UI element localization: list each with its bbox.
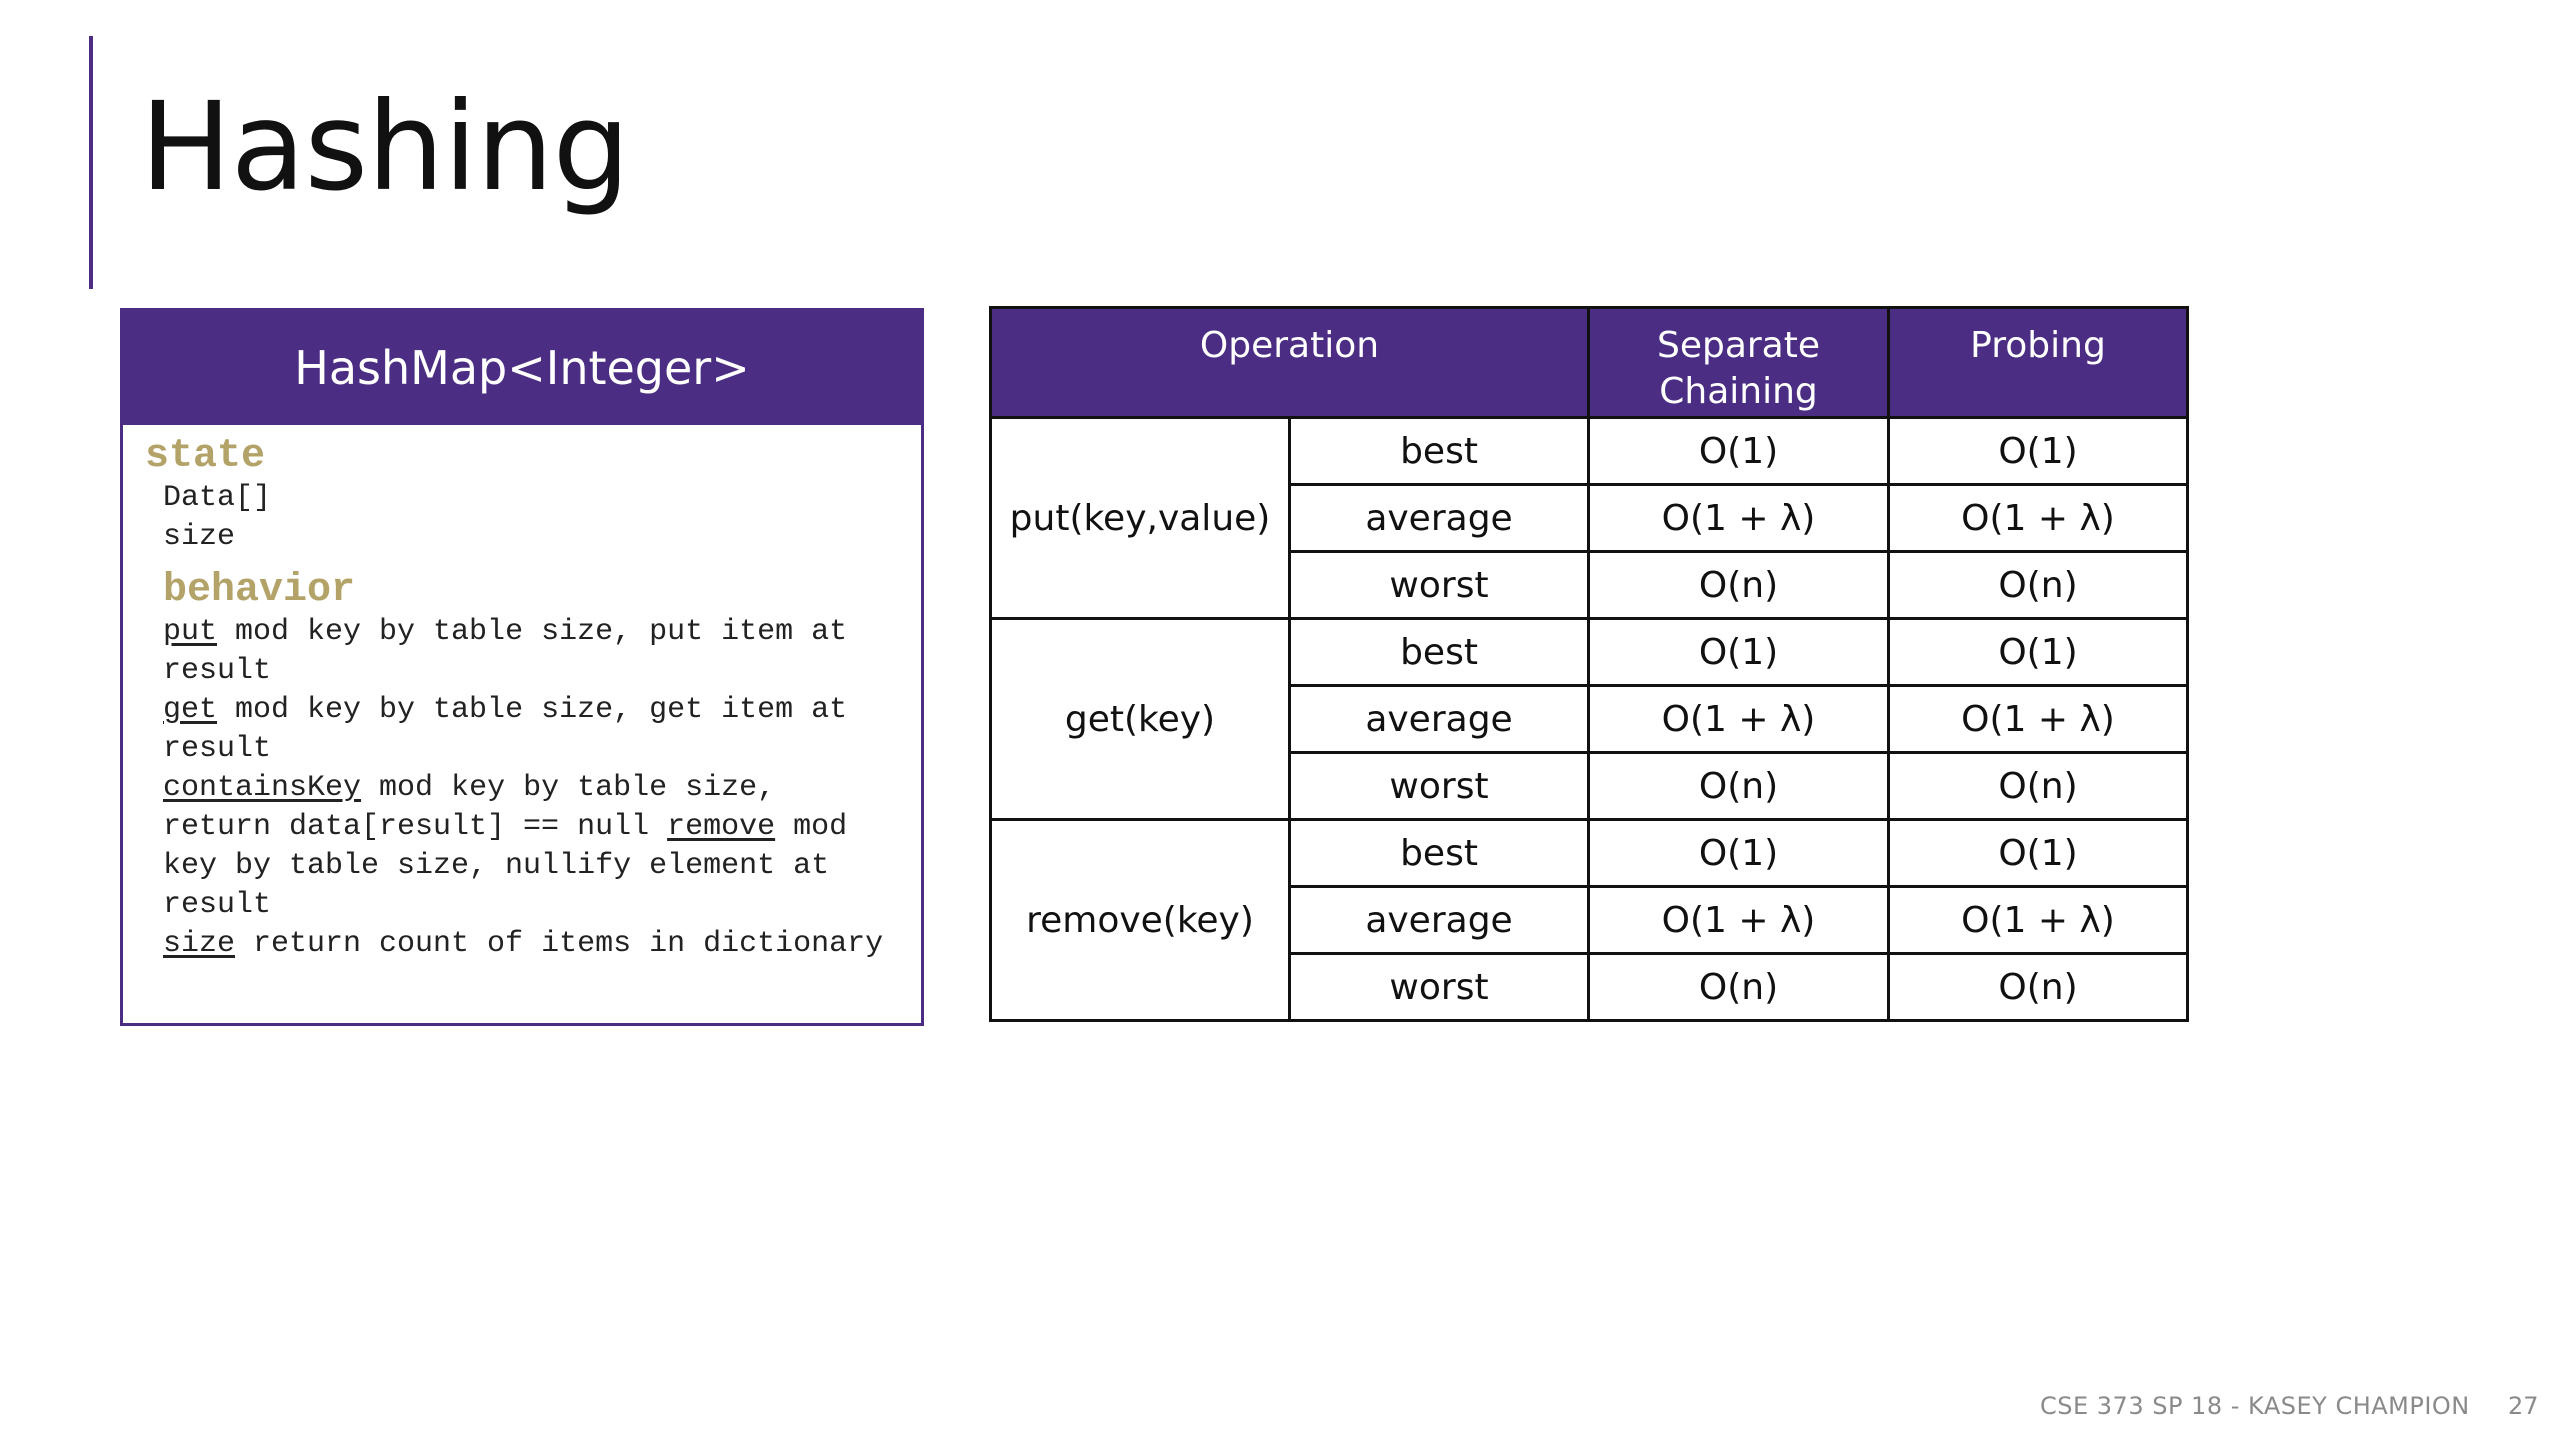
chaining-cell: O(1 + λ) bbox=[1589, 887, 1889, 954]
slide-footer: CSE 373 SP 18 - KASEY CHAMPION bbox=[2040, 1392, 2470, 1420]
complexity-table bbox=[989, 306, 2189, 1022]
chaining-cell: O(1 + λ) bbox=[1589, 485, 1889, 552]
chaining-cell: O(n) bbox=[1589, 753, 1889, 820]
chaining-cell: O(1) bbox=[1589, 619, 1889, 686]
operation-cell: get(key) bbox=[991, 619, 1290, 820]
page-number: 27 bbox=[2508, 1392, 2539, 1420]
method-description: mod key by table size, put item at result bbox=[163, 615, 848, 688]
state-heading: state bbox=[145, 434, 266, 479]
method-name: size bbox=[163, 927, 236, 961]
method-description: return count of items in dictionary bbox=[235, 927, 884, 961]
table-header-row bbox=[991, 308, 2188, 418]
case-cell: worst bbox=[1290, 753, 1589, 820]
field-list bbox=[145, 479, 899, 557]
chaining-cell: O(n) bbox=[1589, 552, 1889, 619]
method-description: mod key by table size, get item at result bbox=[163, 693, 848, 766]
behavior-item bbox=[163, 613, 899, 691]
method-description: mod key by table size, nullify element at result bbox=[163, 810, 848, 922]
probing-cell: O(n) bbox=[1889, 954, 2188, 1021]
case-cell: average bbox=[1290, 887, 1589, 954]
method-name: containsKey bbox=[163, 771, 362, 805]
hashmap-card-title: HashMap<Integer> bbox=[123, 311, 921, 425]
case-cell: average bbox=[1290, 686, 1589, 753]
chaining-cell: O(1) bbox=[1589, 820, 1889, 887]
field-item: Data[] bbox=[163, 481, 272, 515]
header-operation: Operation bbox=[991, 308, 1589, 418]
operation-cell: remove(key) bbox=[991, 820, 1290, 1021]
method-name: get bbox=[163, 693, 218, 727]
behavior-heading: behavior bbox=[163, 568, 356, 613]
operation-cell: put(key,value) bbox=[991, 418, 1290, 619]
header-separate-chaining: Separate Chaining bbox=[1589, 308, 1889, 418]
table-row bbox=[991, 619, 2188, 686]
case-cell: best bbox=[1290, 619, 1589, 686]
chaining-cell: O(1) bbox=[1589, 418, 1889, 485]
hashmap-card bbox=[120, 308, 924, 1026]
probing-cell: O(1 + λ) bbox=[1889, 485, 2188, 552]
case-cell: best bbox=[1290, 418, 1589, 485]
header-probing: Probing bbox=[1889, 308, 2188, 418]
method-description: mod key by table size, return data[result] == null bbox=[163, 771, 776, 844]
probing-cell: O(1 + λ) bbox=[1889, 686, 2188, 753]
chaining-cell: O(1 + λ) bbox=[1589, 686, 1889, 753]
behavior-list bbox=[145, 613, 899, 964]
method-name: put bbox=[163, 615, 218, 649]
slide-title: Hashing bbox=[140, 76, 630, 218]
probing-cell: O(1) bbox=[1889, 820, 2188, 887]
behavior-item bbox=[163, 769, 899, 925]
probing-cell: O(1) bbox=[1889, 418, 2188, 485]
method-name: remove bbox=[667, 810, 776, 844]
probing-cell: O(n) bbox=[1889, 552, 2188, 619]
chaining-cell: O(n) bbox=[1589, 954, 1889, 1021]
field-item: size bbox=[163, 520, 236, 554]
case-cell: average bbox=[1290, 485, 1589, 552]
behavior-item bbox=[163, 691, 899, 769]
case-cell: worst bbox=[1290, 552, 1589, 619]
probing-cell: O(1) bbox=[1889, 619, 2188, 686]
behavior-item bbox=[163, 925, 899, 964]
probing-cell: O(1 + λ) bbox=[1889, 887, 2188, 954]
hashmap-card-body bbox=[123, 435, 921, 964]
case-cell: best bbox=[1290, 820, 1589, 887]
probing-cell: O(n) bbox=[1889, 753, 2188, 820]
table-row bbox=[991, 418, 2188, 485]
title-accent-bar bbox=[89, 36, 93, 289]
table-row bbox=[991, 820, 2188, 887]
case-cell: worst bbox=[1290, 954, 1589, 1021]
